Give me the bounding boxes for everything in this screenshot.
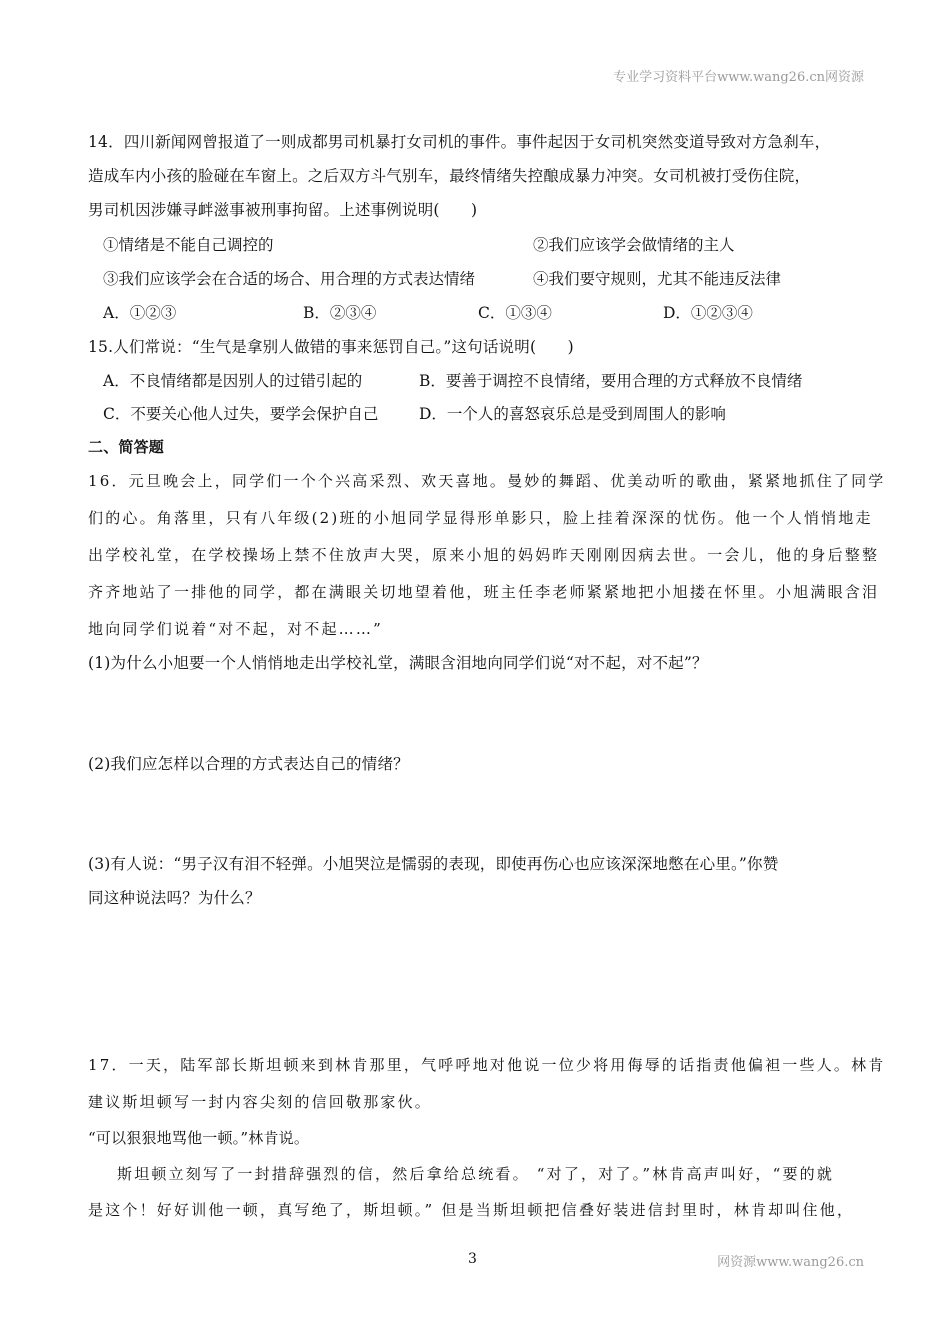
- q16-subquestion-2: (2)我们应怎样以合理的方式表达自己的情绪？: [88, 755, 409, 773]
- q17-stem-line-2: 建议斯坦顿写一封内容尖刻的信回敬那家伙。: [88, 1093, 433, 1111]
- q16-stem-line-4: 齐齐地站了一排他的同学，都在满眼关切地望着他，班主任李老师紧紧地把小旭搂在怀里。小旭满眼含泪: [88, 583, 880, 601]
- q15-choice-d: D．一个人的喜怒哀乐总是受到周围人的影响: [419, 405, 726, 423]
- page-number: 3: [468, 1251, 477, 1267]
- section-title: 二、简答题: [88, 438, 165, 456]
- q16-stem-line-1: 16．元旦晚会上，同学们一个个兴高采烈、欢天喜地。曼妙的舞蹈、优美动听的歌曲，紧紧地抓住了同学: [88, 472, 886, 490]
- q16-stem-line-3: 出学校礼堂，在学校操场上禁不住放声大哭，原来小旭的妈妈昨天刚刚因病去世。一会儿，他的身后整整: [88, 546, 880, 564]
- q17-stem-line-1: 17．一天，陆军部长斯坦顿来到林肯那里，气呼呼地对他说一位少将用侮辱的话指责他偏袒一些人。林肯: [88, 1056, 886, 1074]
- page-header-source: 专业学习资料平台www.wang26.cn网资源: [613, 70, 864, 85]
- q14-choice-a: A．①②③: [103, 304, 177, 322]
- q14-stem-line-3: 男司机因涉嫌寻衅滋事被刑事拘留。上述事例说明( ): [88, 201, 478, 219]
- q14-statement-2: ②我们应该学会做情绪的主人: [533, 236, 735, 254]
- q14-stem-line-2: 造成车内小孩的脸碰在车窗上。之后双方斗气别车，最终情绪失控酿成暴力冲突。女司机被打受伤住院，: [88, 167, 811, 185]
- q16-subquestion-1: (1)为什么小旭要一个人悄悄地走出学校礼堂，满眼含泪地向同学们说“对不起，对不起”？: [88, 654, 708, 672]
- q17-paragraph-line-2: 是这个！好好训他一顿，真写绝了，斯坦顿。” 但是当斯坦顿把信叠好装进信封里时，林肯却叫住他，: [88, 1201, 855, 1219]
- q16-stem-line-5: 地向同学们说着“对不起，对不起……”: [88, 620, 383, 638]
- q14-statement-3: ③我们应该学会在合适的场合、用合理的方式表达情绪: [103, 270, 476, 288]
- q16-stem-line-2: 们的心。角落里，只有八年级(2)班的小旭同学显得形单影只，脸上挂着深深的忧伤。他一个人悄悄地走: [88, 509, 873, 527]
- q17-paragraph-line-1: 斯坦顿立刻写了一封措辞强烈的信，然后拿给总统看。 “对了，对了。”林肯高声叫好，“要的就: [117, 1165, 835, 1183]
- q14-statement-4: ④我们要守规则，尤其不能违反法律: [533, 270, 782, 288]
- q14-choice-d: D．①②③④: [663, 304, 753, 322]
- q16-subquestion-3-line-1: (3)有人说：“男子汉有泪不轻弹。小旭哭泣是懦弱的表现，即使再伤心也应该深深地憋在心里。”你赞: [88, 855, 779, 873]
- q15-choice-c: C．不要关心他人过失，要学会保护自己: [103, 405, 379, 423]
- q14-statement-1: ①情绪是不能自己调控的: [103, 236, 274, 254]
- q14-choice-c: C．①③④: [478, 304, 552, 322]
- q17-quote-line: “可以狠狠地骂他一顿。”林肯说。: [88, 1129, 310, 1147]
- q14-stem-line-1: 14．四川新闻网曾报道了一则成都男司机暴打女司机的事件。事件起因于女司机突然变道导致对方急刹车，: [88, 133, 831, 151]
- q14-choice-b: B．②③④: [303, 304, 377, 322]
- page-footer-source: 网资源www.wang26.cn: [717, 1255, 864, 1270]
- q15-choice-a: A．不良情绪都是因别人的过错引起的: [103, 372, 363, 390]
- q15-choice-b: B．要善于调控不良情绪，要用合理的方式释放不良情绪: [419, 372, 803, 390]
- q15-stem: 15.人们常说：“生气是拿别人做错的事来惩罚自己。”这句话说明( ): [88, 338, 574, 356]
- q16-subquestion-3-line-2: 同这种说法吗？为什么？: [88, 889, 261, 907]
